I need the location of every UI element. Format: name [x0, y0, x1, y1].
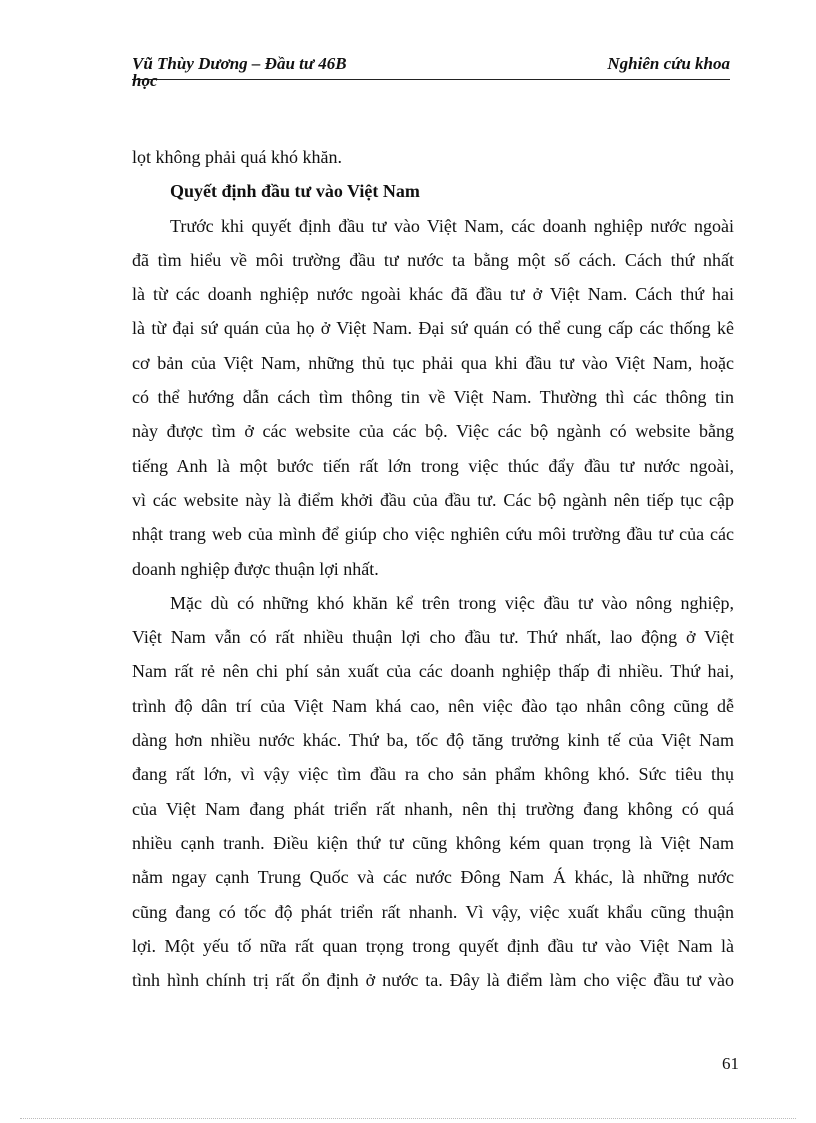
- header-author: Vũ Thùy Dương – Đầu tư 46B: [132, 54, 347, 73]
- page-header: [132, 50, 730, 94]
- text-line: dàng hơn nhiều nước khác. Thứ ba, tốc độ tăng trưởng kinh tế của Việt Nam: [132, 730, 734, 751]
- text-line: Nam rất rẻ nên chi phí sản xuất của các doanh nghiệp thấp đi nhiều. Thứ hai,: [132, 661, 734, 682]
- text-line: có thể hướng dẫn cách tìm thông tin về Việt Nam. Thường thì các thông tin: [132, 387, 734, 408]
- text-line: vì các website này là điểm khởi đầu của đầu tư. Các bộ ngành nên tiếp tục cập: [132, 489, 734, 510]
- text-line: đã tìm hiểu về môi trường đầu tư nước ta bằng một số cách. Cách thứ nhất: [132, 249, 734, 270]
- text-line: Trước khi quyết định đầu tư vào Việt Nam, các doanh nghiệp nước ngoài: [170, 215, 734, 236]
- text-line: lợi. Một yếu tố nữa rất quan trọng trong quyết định đầu tư vào Việt Nam là: [132, 935, 734, 956]
- text-line: nằm ngay cạnh Trung Quốc và các nước Đông Nam Á khác, là những nước: [132, 867, 734, 888]
- text-line: cũng đang có tốc độ phát triển rất nhanh. Vì vậy, việc xuất khẩu cũng thuận: [132, 901, 734, 922]
- text-line: của Việt Nam đang phát triển rất nhanh, nên thị trường đang không có quá: [132, 798, 734, 819]
- page-number: 61: [722, 1054, 739, 1073]
- text-line: tình hình chính trị rất ổn định ở nước ta. Đây là điểm làm cho việc đầu tư vào: [132, 970, 734, 991]
- page-bottom-border: [20, 1118, 796, 1119]
- header-title-wrap: học: [132, 71, 158, 90]
- body-text: [132, 140, 734, 997]
- text-line: Việt Nam vẫn có rất nhiều thuận lợi cho đầu tư. Thứ nhất, lao động ở Việt: [132, 627, 734, 648]
- section-heading: Quyết định đầu tư vào Việt Nam: [170, 181, 420, 202]
- text-line: là từ đại sứ quán của họ ở Việt Nam. Đại sứ quán có thể cung cấp các thống kê: [132, 318, 734, 339]
- text-line: cơ bản của Việt Nam, những thủ tục phải qua khi đầu tư vào Việt Nam, hoặc: [132, 352, 734, 373]
- text-line: là từ các doanh nghiệp nước ngoài khác đã đầu tư ở Việt Nam. Cách thứ hai: [132, 284, 734, 305]
- text-line: đang rất lớn, vì vậy việc tìm đầu ra cho sản phẩm không khó. Sức tiêu thụ: [132, 764, 734, 785]
- text-line: lọt không phải quá khó khăn.: [132, 147, 342, 167]
- header-rule: [132, 79, 730, 80]
- text-line: nhật trang web của mình để giúp cho việc nghiên cứu môi trường đầu tư của các: [132, 524, 734, 545]
- text-line: này được tìm ở các website của các bộ. Việc các bộ ngành có website bằng: [132, 421, 734, 442]
- text-line: trình độ dân trí của Việt Nam khá cao, nên việc đào tạo nhân công cũng dễ: [132, 695, 734, 716]
- text-line: tiếng Anh là một bước tiến rất lớn trong việc thúc đẩy đầu tư nước ngoài,: [132, 455, 734, 476]
- text-line: doanh nghiệp được thuận lợi nhất.: [132, 558, 379, 579]
- text-line: Mặc dù có những khó khăn kể trên trong việc đầu tư vào nông nghiệp,: [170, 592, 734, 613]
- text-line: nhiều cạnh tranh. Điều kiện thứ tư cũng không kém quan trọng là Việt Nam: [132, 832, 734, 853]
- header-title: Nghiên cứu khoa: [607, 54, 730, 73]
